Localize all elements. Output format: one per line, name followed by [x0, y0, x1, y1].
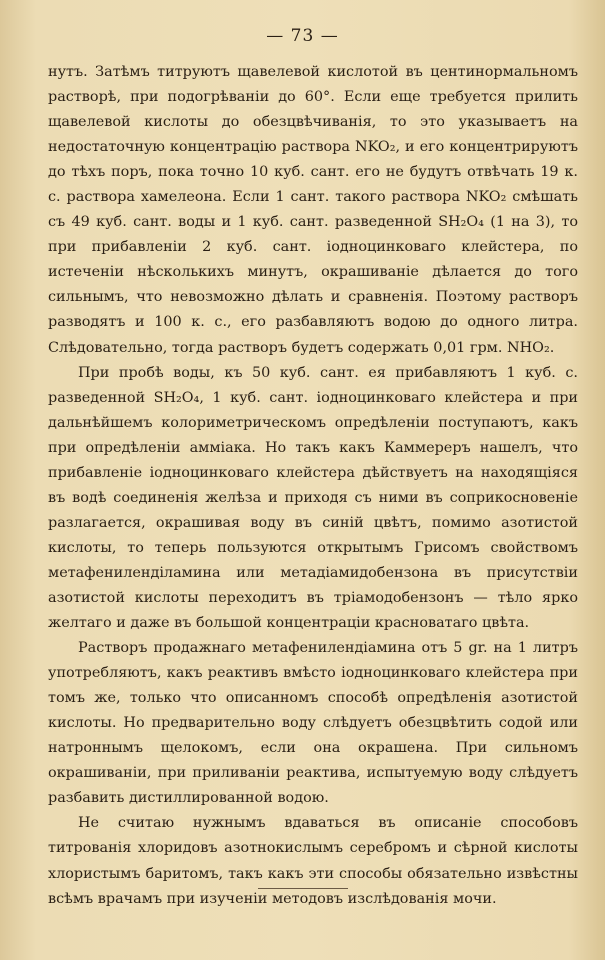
paragraph-2: При пробѣ воды, къ 50 куб. сант. ея прибавляютъ 1 куб. с. разведенной SH₂O₄, 1 куб. сант. іодноцинковаго клейстера и при дальнѣйшемъ колориметрическомъ опредѣленіи поступаютъ, какъ при опредѣленіи амміака. Но такъ какъ Каммереръ нашелъ, что прибавленіе іодноцинковаго клейстера дѣйствуетъ на находящіяся въ водѣ соединенія желѣза и приходя съ ними въ соприкосновеніе разлагается, окрашивая воду въ синій цвѣтъ, помимо азотистой кислоты, то теперь пользуются открытымъ Грисомъ свойствомъ метафениленділамина или метадіамидобензона въ присутствіи азотистой кислоты переходитъ въ тріамодобензонъ — тѣло ярко желтаго и даже въ большой концентраціи красноватаго цвѣта.	[48, 364, 578, 632]
paragraph-1: нутъ. Затѣмъ титруютъ щавелевой кислотой въ центинормальномъ растворѣ, при подогрѣваніи до 60°. Если еще требуется прилить щавелевой кислоты до обезцвѣчиванія, то это указываетъ на недостаточную концентрацію раствора NKO₂, и его концентрируютъ до тѣхъ поръ, пока точно 10 куб. сант. его не будутъ отвѣчать 19 к. с. раствора хамелеона. Если 1 сант. такого раствора NKO₂ смѣшать съ 49 куб. сант. воды и 1 куб. сант. разведенной SH₂O₄ (1 на 3), то при прибавленіи 2 куб. сант. іодноцинковаго клейстера, по истеченіи нѣсколькихъ минутъ, окрашиваніе дѣлается до того сильнымъ, что невозможно дѣлать и сравненія. Поэтому растворъ разводятъ и 100 к. с., его разбавляютъ водою до одного литра. Слѣдовательно, тогда растворъ будетъ содержать 0,01 грм. NHO₂.	[48, 64, 578, 356]
page-number: — 73 —	[266, 26, 339, 46]
body-text	[48, 60, 578, 912]
closing-rule	[258, 888, 348, 889]
paragraph-3: Растворъ продажнаго метафенилендіамина отъ 5 gr. на 1 литръ употребляютъ, какъ реактивъ вмѣсто іодноцинковаго клейстера при томъ же, только что описанномъ способѣ опредѣленія азотистой кислоты. Но предварительно воду слѣдуетъ обезцвѣтить содой или натроннымъ щелокомъ, если она окрашена. При сильномъ окрашиваніи, при приливаніи реактива, испытуемую воду слѣдуетъ разбавить дистиллированной водою.	[48, 640, 578, 807]
paragraph-4: Не считаю нужнымъ вдаваться въ описаніе способовъ титрованія хлоридовъ азотнокислымъ серебромъ и сѣрной кислоты хлористымъ баритомъ, такъ какъ эти способы обязательно извѣстны всѣмъ врачамъ при изученіи методовъ изслѣдованія мочи.	[48, 815, 578, 907]
